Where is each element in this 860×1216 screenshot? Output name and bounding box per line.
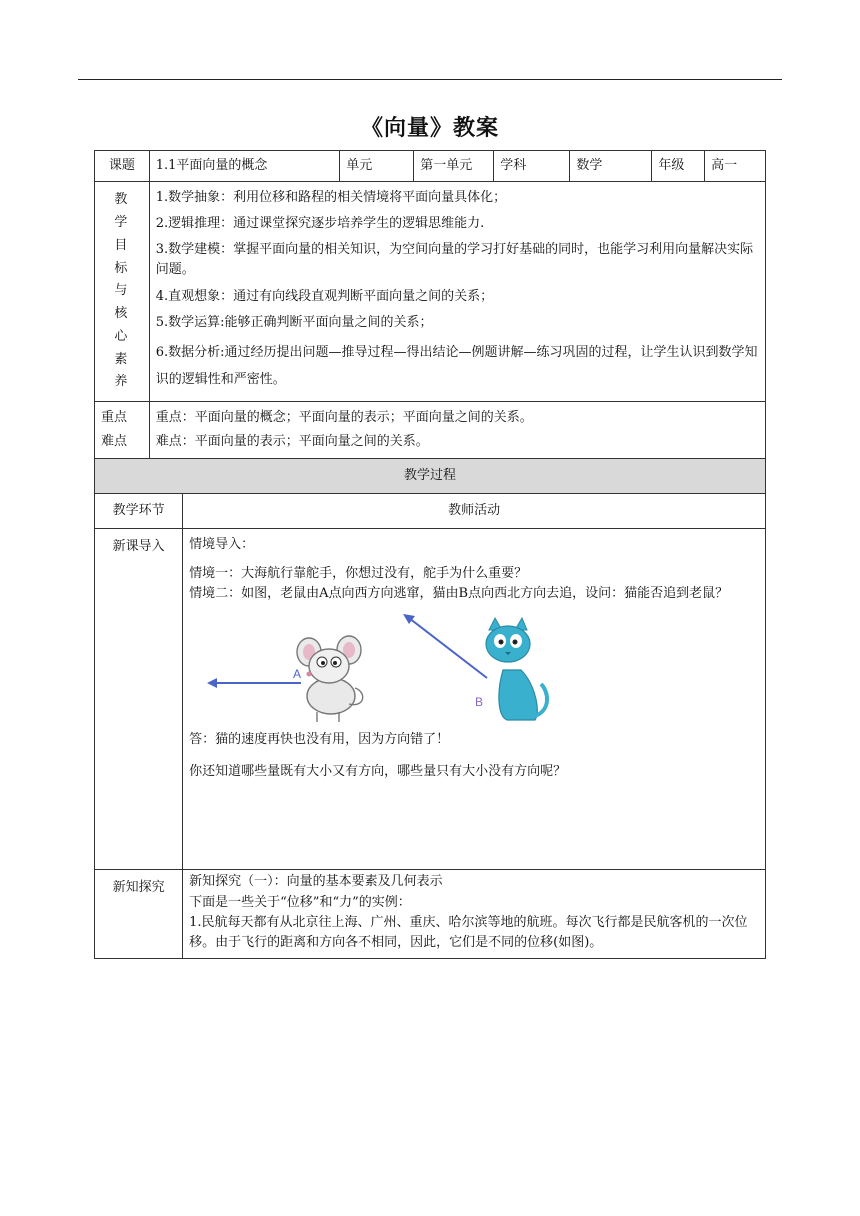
scene-one: 情境一：大海航行靠舵手，你想过没有，舵手为什么重要？ [189, 565, 528, 581]
subject-label: 学科 [494, 151, 570, 182]
goal-item: 2.逻辑推理：通过课堂探究逐步培养学生的逻辑思维能力. [155, 216, 485, 232]
explore-line: 新知探究（一）：向量的基本要素及几何表示 [189, 874, 443, 890]
goal-item: 3.数学建模：掌握平面向量的相关知识，为空间向量的学习打好基础的同时，也能学习利用向量解决实际问题。 [155, 242, 754, 278]
answer-text: 答：猫的速度再快也没有用，因为方向错了！ [189, 731, 450, 747]
lesson-value: 1.1平面向量的概念 [149, 151, 340, 182]
grade-value: 高一 [705, 151, 766, 182]
mouse-icon [297, 636, 363, 722]
subject-value: 数学 [570, 151, 652, 182]
point-a-label: A [293, 666, 302, 681]
explore-line: 下面是一些关于“位移”和“力”的实例： [189, 894, 411, 910]
explore-stage: 新知探究 [95, 870, 183, 959]
stage-column-header: 教学环节 [95, 494, 183, 529]
cat-icon [486, 618, 547, 720]
info-row [95, 151, 766, 182]
question-text: 你还知道哪些量既有大小又有方向，哪些量只有大小没有方向呢？ [189, 764, 567, 779]
keypoints-row [95, 402, 766, 459]
intro-row [95, 529, 766, 870]
explore-row [95, 870, 766, 959]
point-b-label: B [475, 694, 484, 709]
goals-row [95, 182, 766, 402]
process-columns-row [95, 494, 766, 529]
document-title: 《向量》教案 [360, 116, 499, 141]
intro-lead: 情境导入： [189, 537, 255, 553]
goal-item: 1.数学抽象：利用位移和路程的相关情境将平面向量具体化； [155, 190, 507, 205]
process-header: 教学过程 [95, 459, 766, 494]
grade-label: 年级 [652, 151, 705, 182]
key-point: 重点：平面向量的概念；平面向量的表示；平面向量之间的关系。 [155, 409, 533, 425]
activity-column-header: 教师活动 [183, 494, 766, 529]
mouse-cat-figure [189, 612, 759, 724]
scene-two: 情境二：如图，老鼠由A点向西方向逃窜，猫由B点向西北方向去追，设问：猫能否追到老鼠？ [189, 585, 729, 601]
goal-item: 6.数据分析:通过经历提出问题—推导过程—得出结论—例题讲解—练习巩固的过程，让学生认识到数学知识的逻辑性和严密性。 [155, 344, 758, 388]
lesson-label: 课题 [95, 151, 150, 182]
cat-arrowhead [403, 614, 415, 624]
cat-arrow [409, 618, 487, 678]
difficult-point: 难点：平面向量的表示；平面向量之间的关系。 [155, 434, 429, 450]
header-rule [78, 79, 782, 80]
process-header-row [95, 459, 766, 494]
intro-content [183, 529, 766, 870]
goal-item: 5.数学运算:能够正确判断平面向量之间的关系； [155, 314, 433, 330]
goal-item: 4.直观想象：通过有向线段直观判断平面向量之间的关系； [155, 288, 494, 304]
explore-line: 1.民航每天都有从北京往上海、广州、重庆、哈尔滨等地的航班。每次飞行都是民航客机的一次位移。由于飞行的距离和方向各不相同，因此，它们是不同的位移(如图)。 [189, 914, 748, 950]
keypoints-label: 重点 难点 [95, 402, 150, 459]
unit-value: 第一单元 [414, 151, 494, 182]
goals-label: 教学 目标 与核 心素 养 [95, 182, 150, 402]
goals-content [149, 182, 765, 402]
explore-content [183, 870, 766, 959]
keypoints-content [149, 402, 765, 459]
vector-illustration [205, 612, 565, 724]
intro-stage: 新课导入 [95, 529, 183, 870]
lesson-plan-table [94, 150, 766, 959]
mouse-arrowhead [207, 678, 217, 688]
unit-label: 单元 [340, 151, 414, 182]
